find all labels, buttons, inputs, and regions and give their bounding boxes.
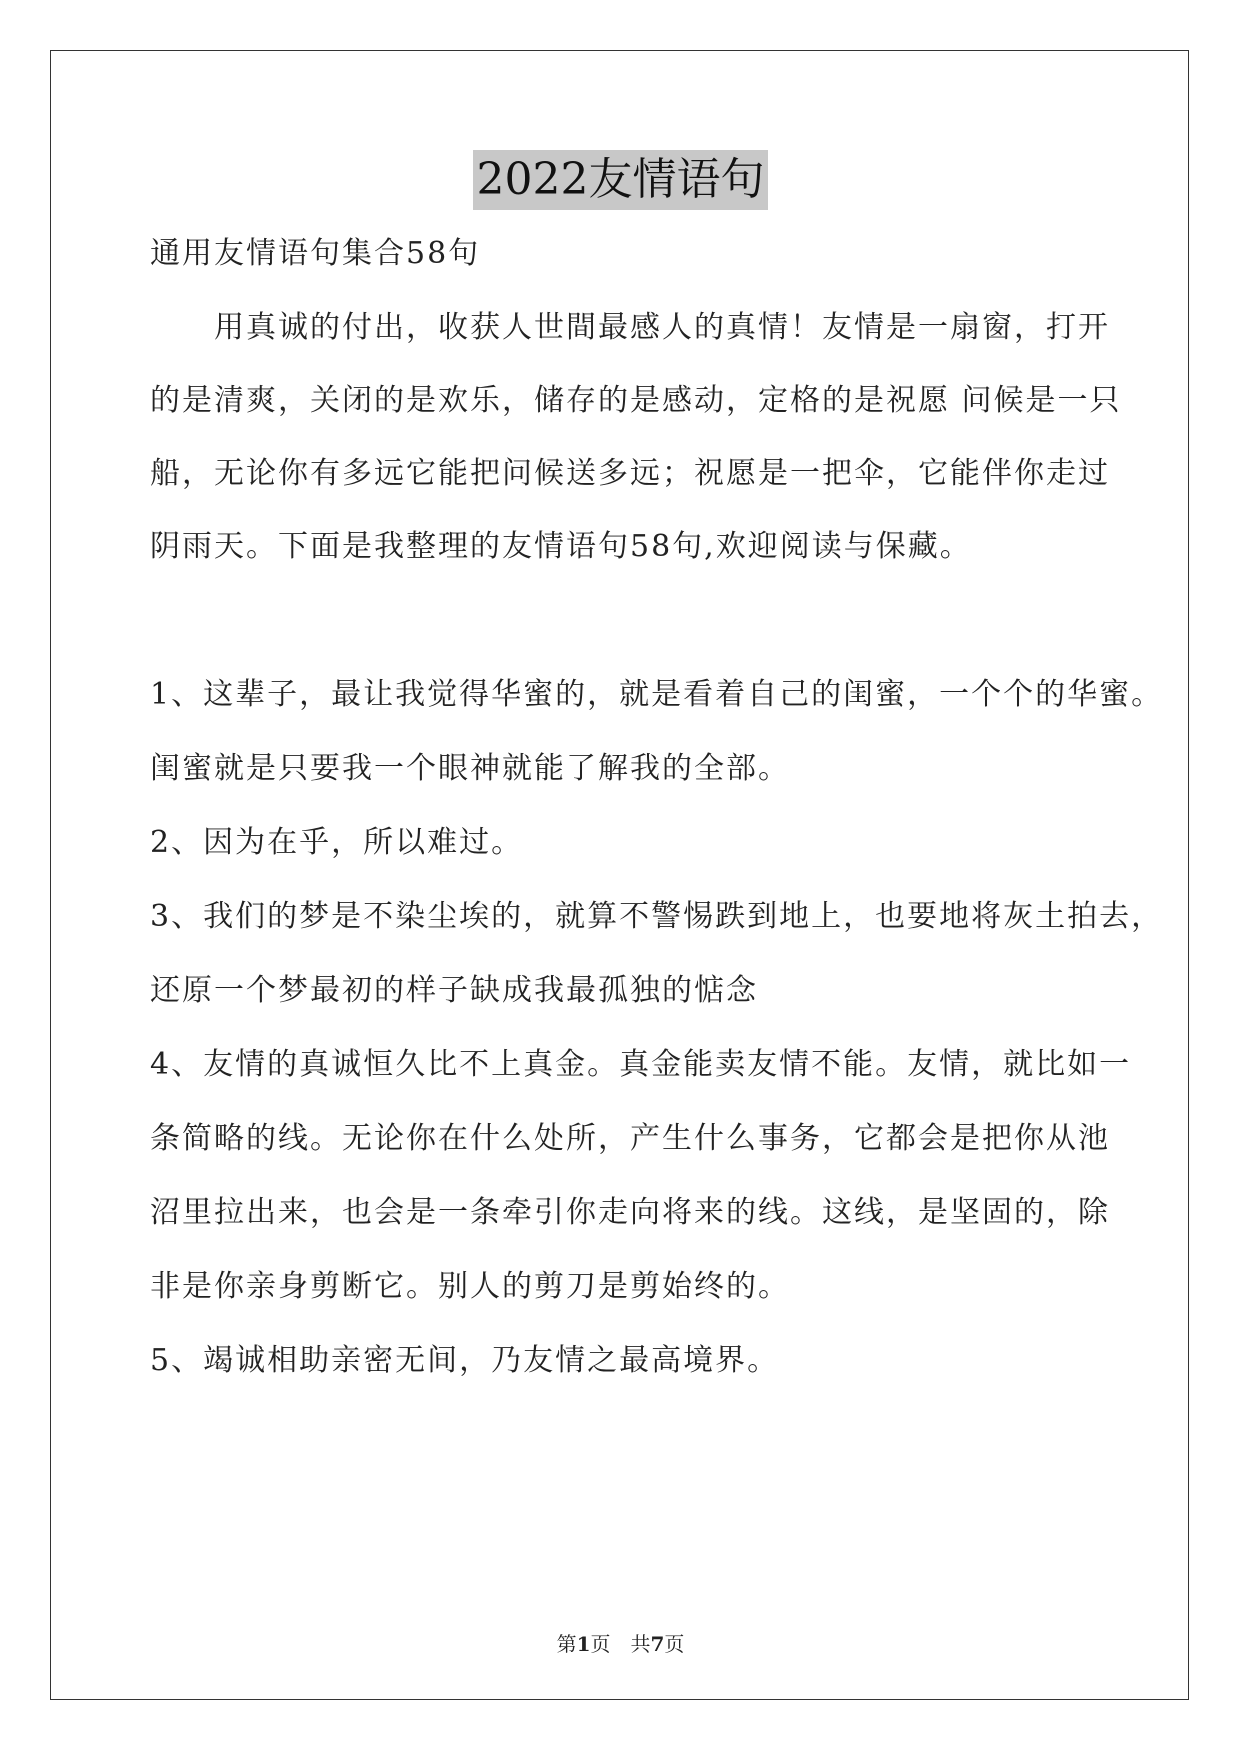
item-line: 3、我们的梦是不染尘埃的，就算不警惕跌到地上，也要地将灰土拍去， <box>150 899 1164 934</box>
total-pages-number: 7 <box>650 1632 665 1656</box>
intro-line: 船，无论你有多远它能把问候送多远；祝愿是一把伞，它能伴你走过 <box>150 456 1110 491</box>
item-line: 2、因为在乎，所以难过。 <box>150 825 524 860</box>
list-item <box>150 1043 1132 1309</box>
item-line: 还原一个梦最初的样子缺成我最孤独的惦念 <box>150 973 758 1008</box>
list-item <box>150 673 1164 791</box>
footer-middle: 页 共 <box>590 1632 651 1656</box>
item-line: 5、竭诚相助亲密无间，乃友情之最高境界。 <box>150 1343 780 1378</box>
item-line: 非是你亲身剪断它。别人的剪刀是剪始终的。 <box>150 1269 790 1304</box>
list-item <box>150 895 1164 1013</box>
item-line: 条简略的线。无论你在什么处所，产生什么事务，它都会是把你从池 <box>150 1121 1110 1156</box>
footer-suffix: 页 <box>664 1632 685 1656</box>
document-title: 2022友情语句 <box>473 150 769 210</box>
document-subtitle: 通用友情语句集合58句 <box>150 236 481 271</box>
item-line: 闺蜜就是只要我一个眼神就能了解我的全部。 <box>150 751 790 786</box>
intro-line: 阴雨天。下面是我整理的友情语句58句,欢迎阅读与保藏。 <box>150 529 972 564</box>
current-page-number: 1 <box>576 1632 591 1656</box>
footer-prefix: 第 <box>556 1632 577 1656</box>
item-line: 沼里拉出来，也会是一条牵引你走向将来的线。这线，是坚固的，除 <box>150 1195 1110 1230</box>
item-line: 1、这辈子，最让我觉得华蜜的，就是看着自己的闺蜜，一个个的华蜜。 <box>150 677 1164 712</box>
title-container <box>0 150 1241 210</box>
list-item <box>150 1339 1090 1383</box>
item-line: 4、友情的真诚恒久比不上真金。真金能卖友情不能。友情，就比如一 <box>150 1047 1132 1082</box>
intro-line: 的是清爽，关闭的是欢乐，储存的是感动，定格的是祝愿 问候是一只 <box>150 383 1122 418</box>
list-item <box>150 821 1090 865</box>
intro-paragraph <box>150 306 1122 569</box>
intro-line: 用真诚的付出，收获人世間最感人的真情！友情是一扇窗，打开 <box>150 310 1110 345</box>
page-footer <box>0 1628 1241 1657</box>
document-body <box>150 232 1164 1383</box>
